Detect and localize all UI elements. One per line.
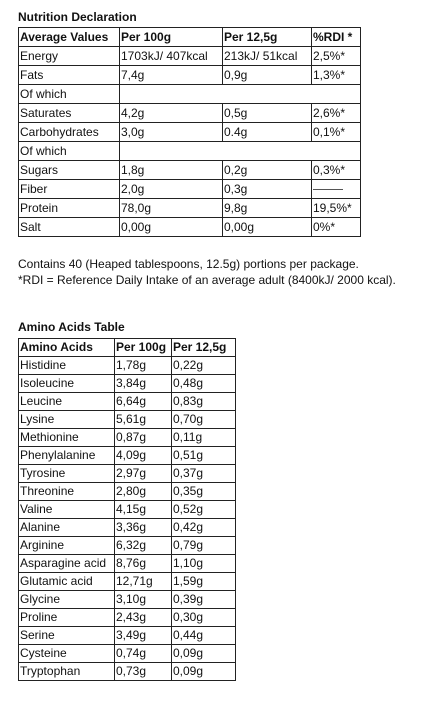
rdi-value — [312, 180, 361, 199]
amino-row — [19, 627, 236, 645]
amino-row — [19, 663, 236, 681]
per-100g-value: 0,00g — [120, 218, 223, 237]
amino-acid-name: Alanine — [19, 519, 115, 537]
rdi-value: 2,6%* — [312, 104, 361, 123]
amino-row — [19, 591, 236, 609]
amino-per-100g-value: 5,61g — [115, 411, 172, 429]
rdi-note: *RDI = Reference Daily Intake of an average adult (8400kJ/ 2000 kcal). — [18, 273, 396, 287]
nutrition-row — [19, 123, 361, 142]
amino-acid-name: Proline — [19, 609, 115, 627]
amino-row — [19, 537, 236, 555]
amino-per-100g-value: 3,49g — [115, 627, 172, 645]
nutrition-table — [18, 27, 361, 237]
nutrient-name: Salt — [19, 218, 120, 237]
per-12-5g-value: 0,9g — [223, 66, 312, 85]
amino-row — [19, 429, 236, 447]
amino-acid-name: Threonine — [19, 483, 115, 501]
amino-acid-name: Glycine — [19, 591, 115, 609]
amino-acid-name: Asparagine acid — [19, 555, 115, 573]
per-12-5g-value: 0,3g — [223, 180, 312, 199]
amino-per-12-5g-value: 0,52g — [172, 501, 236, 519]
nutrient-name: Carbohydrates — [19, 123, 120, 142]
per-100g-value: 1,8g — [120, 161, 223, 180]
amino-per-12-5g-value: 0,51g — [172, 447, 236, 465]
rdi-value: 0%* — [312, 218, 361, 237]
amino-table — [18, 338, 236, 681]
amino-acid-name: Tyrosine — [19, 465, 115, 483]
amino-per-12-5g-value: 0,22g — [172, 357, 236, 375]
amino-row — [19, 483, 236, 501]
amino-row — [19, 645, 236, 663]
amino-row — [19, 501, 236, 519]
per-100g-value: 2,0g — [120, 180, 223, 199]
nutrition-row — [19, 161, 361, 180]
amino-acid-name: Histidine — [19, 357, 115, 375]
amino-per-12-5g-value: 1,59g — [172, 573, 236, 591]
nutrition-row — [19, 104, 361, 123]
nutrient-name: Fiber — [19, 180, 120, 199]
amino-row — [19, 411, 236, 429]
package-notes — [18, 256, 408, 288]
nutrition-row — [19, 47, 361, 66]
nutrient-name: Fats — [19, 66, 120, 85]
nutrition-title: Nutrition Declaration — [18, 10, 137, 24]
amino-per-12-5g-value: 0,09g — [172, 645, 236, 663]
per-12-5g-value: 0,2g — [223, 161, 312, 180]
amino-per-12-5g-value: 0,44g — [172, 627, 236, 645]
header-average-values: Average Values — [19, 28, 120, 47]
per-12-5g-value: 0.4g — [223, 123, 312, 142]
amino-body — [19, 357, 236, 681]
amino-per-12-5g-value: 0,09g — [172, 663, 236, 681]
amino-row — [19, 555, 236, 573]
amino-row — [19, 357, 236, 375]
header-amino-per-12-5g: Per 12,5g — [172, 339, 236, 357]
amino-acid-name: Tryptophan — [19, 663, 115, 681]
section-label: Of which — [19, 142, 120, 161]
amino-per-100g-value: 6,32g — [115, 537, 172, 555]
amino-title: Amino Acids Table — [18, 320, 125, 334]
amino-per-100g-value: 8,76g — [115, 555, 172, 573]
amino-per-100g-value: 4,09g — [115, 447, 172, 465]
amino-per-100g-value: 3,10g — [115, 591, 172, 609]
amino-per-100g-value: 2,43g — [115, 609, 172, 627]
amino-header-row — [19, 339, 236, 357]
amino-per-12-5g-value: 0,11g — [172, 429, 236, 447]
per-12-5g-value: 0,00g — [223, 218, 312, 237]
empty-cell — [120, 142, 361, 161]
per-100g-value: 1703kJ/ 407kcal — [120, 47, 223, 66]
amino-per-12-5g-value: 0,39g — [172, 591, 236, 609]
amino-per-100g-value: 0,87g — [115, 429, 172, 447]
amino-per-12-5g-value: 1,10g — [172, 555, 236, 573]
amino-per-12-5g-value: 0,35g — [172, 483, 236, 501]
nutrient-name: Sugars — [19, 161, 120, 180]
dash-mark — [313, 189, 343, 190]
header-rdi: %RDI * — [312, 28, 361, 47]
amino-per-12-5g-value: 0,70g — [172, 411, 236, 429]
amino-row — [19, 465, 236, 483]
nutrition-row — [19, 199, 361, 218]
amino-acid-name: Isoleucine — [19, 375, 115, 393]
header-amino-per-100g: Per 100g — [115, 339, 172, 357]
amino-per-12-5g-value: 0,83g — [172, 393, 236, 411]
amino-per-12-5g-value: 0,42g — [172, 519, 236, 537]
rdi-value: 0,1%* — [312, 123, 361, 142]
amino-acid-name: Leucine — [19, 393, 115, 411]
rdi-value: 0,3%* — [312, 161, 361, 180]
amino-row — [19, 573, 236, 591]
amino-per-100g-value: 2,97g — [115, 465, 172, 483]
nutrient-name: Energy — [19, 47, 120, 66]
amino-per-100g-value: 3,84g — [115, 375, 172, 393]
amino-row — [19, 375, 236, 393]
amino-acid-name: Methionine — [19, 429, 115, 447]
section-label: Of which — [19, 85, 120, 104]
nutrition-header-row — [19, 28, 361, 47]
per-100g-value: 7,4g — [120, 66, 223, 85]
amino-per-100g-value: 3,36g — [115, 519, 172, 537]
amino-per-12-5g-value: 0,30g — [172, 609, 236, 627]
per-12-5g-value: 9,8g — [223, 199, 312, 218]
nutrition-row — [19, 180, 361, 199]
amino-row — [19, 519, 236, 537]
portions-note: Contains 40 (Heaped tablespoons, 12.5g) portions per package. — [18, 257, 359, 271]
per-100g-value: 78,0g — [120, 199, 223, 218]
nutrition-row — [19, 66, 361, 85]
section-row — [19, 142, 361, 161]
amino-per-100g-value: 2,80g — [115, 483, 172, 501]
amino-per-100g-value: 1,78g — [115, 357, 172, 375]
amino-per-100g-value: 4,15g — [115, 501, 172, 519]
amino-per-100g-value: 0,73g — [115, 663, 172, 681]
amino-acid-name: Cysteine — [19, 645, 115, 663]
amino-per-12-5g-value: 0,79g — [172, 537, 236, 555]
header-amino-acids: Amino Acids — [19, 339, 115, 357]
per-12-5g-value: 213kJ/ 51kcal — [223, 47, 312, 66]
rdi-value: 19,5%* — [312, 199, 361, 218]
amino-per-12-5g-value: 0,37g — [172, 465, 236, 483]
amino-per-100g-value: 0,74g — [115, 645, 172, 663]
amino-per-100g-value: 6,64g — [115, 393, 172, 411]
nutrition-body — [19, 47, 361, 237]
amino-per-100g-value: 12,71g — [115, 573, 172, 591]
nutrition-row — [19, 218, 361, 237]
amino-acid-name: Glutamic acid — [19, 573, 115, 591]
amino-acid-name: Arginine — [19, 537, 115, 555]
nutrient-name: Saturates — [19, 104, 120, 123]
per-12-5g-value: 0,5g — [223, 104, 312, 123]
section-row — [19, 85, 361, 104]
rdi-value: 2,5%* — [312, 47, 361, 66]
amino-row — [19, 447, 236, 465]
amino-row — [19, 393, 236, 411]
rdi-value: 1,3%* — [312, 66, 361, 85]
amino-acid-name: Serine — [19, 627, 115, 645]
per-100g-value: 3,0g — [120, 123, 223, 142]
amino-row — [19, 609, 236, 627]
amino-per-12-5g-value: 0,48g — [172, 375, 236, 393]
per-100g-value: 4,2g — [120, 104, 223, 123]
amino-acid-name: Valine — [19, 501, 115, 519]
amino-acid-name: Lysine — [19, 411, 115, 429]
header-per-12-5g: Per 12,5g — [223, 28, 312, 47]
header-per-100g: Per 100g — [120, 28, 223, 47]
nutrient-name: Protein — [19, 199, 120, 218]
amino-acid-name: Phenylalanine — [19, 447, 115, 465]
empty-cell — [120, 85, 361, 104]
